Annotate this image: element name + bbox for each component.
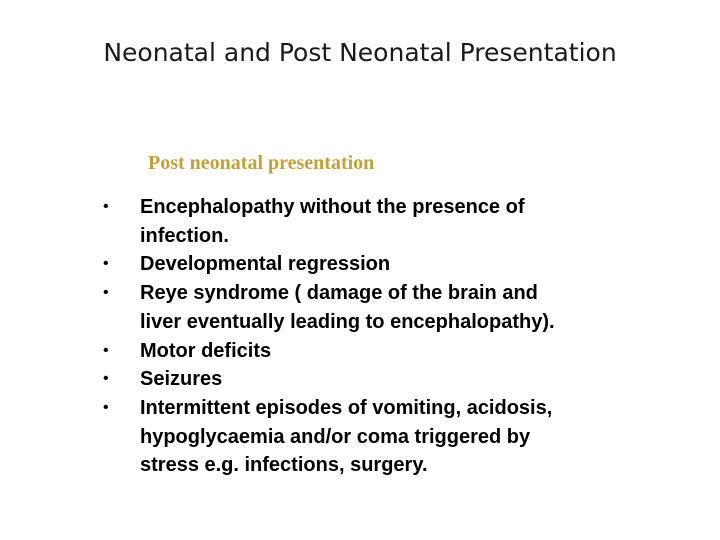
list-item bbox=[0, 279, 640, 336]
list-item bbox=[0, 193, 640, 250]
bullet-text: Encephalopathy without the presence of infection. bbox=[140, 196, 525, 247]
bullet-icon: • bbox=[103, 370, 109, 388]
list-item bbox=[0, 394, 640, 480]
bullet-icon: • bbox=[103, 255, 109, 273]
bullet-icon: • bbox=[103, 284, 109, 302]
bullet-text: Reye syndrome ( damage of the brain and liver eventually leading to encephalopathy). bbox=[140, 282, 555, 333]
bullet-list bbox=[0, 193, 720, 480]
bullet-text: Seizures bbox=[140, 368, 223, 391]
list-item bbox=[0, 250, 640, 279]
bullet-text: Motor deficits bbox=[140, 339, 272, 362]
list-item bbox=[0, 365, 640, 394]
bullet-icon: • bbox=[103, 198, 109, 215]
bullet-icon: • bbox=[103, 341, 109, 359]
bullet-text: Developmental regression bbox=[140, 253, 391, 276]
slide-title: Neonatal and Post Neonatal Presentation bbox=[103, 38, 617, 67]
bullet-text: Intermittent episodes of vomiting, acidosis, hypoglycaemia and/or coma triggered by stress e.g. infections, surgery. bbox=[140, 396, 553, 477]
bullet-icon: • bbox=[103, 398, 109, 416]
list-item bbox=[0, 337, 640, 366]
section-subtitle: Post neonatal presentation bbox=[148, 152, 375, 174]
